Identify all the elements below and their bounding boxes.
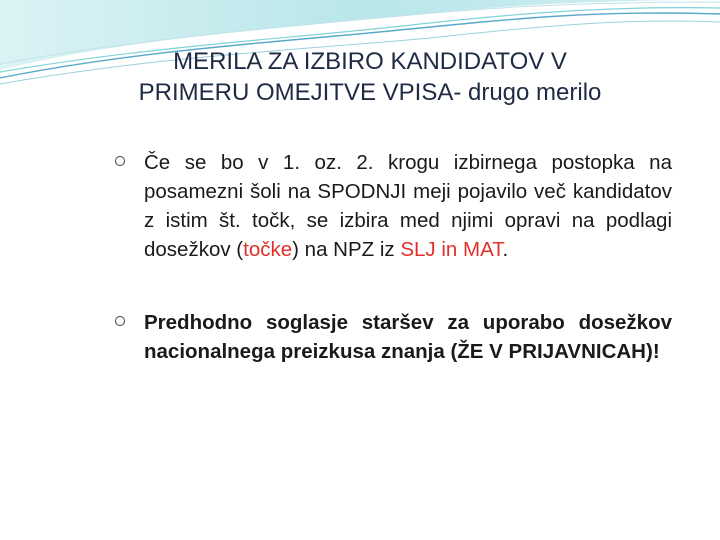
title-line-2: PRIMERU OMEJITVE VPISA- drugo merilo — [138, 79, 602, 106]
bullet-item-2 — [112, 308, 672, 366]
circle-bullet-icon — [115, 156, 125, 166]
bullet-list — [112, 148, 672, 366]
bullet-1-text-b: ) na NPZ iz — [292, 238, 401, 261]
circle-bullet-icon — [115, 316, 125, 326]
bullet-1-highlight-subjects: SLJ in MAT — [400, 238, 503, 261]
bullet-item-1 — [112, 148, 672, 264]
bullet-1-highlight-points: točke — [243, 238, 293, 261]
bullet-2-text: Predhodno soglasje staršev za uporabo dosežkov nacionalnega preizkusa znanja (ŽE V PRIJAVNICAH)! — [144, 311, 672, 363]
slide-title — [60, 46, 680, 108]
bullet-1-text-c: . — [502, 238, 509, 261]
bullet-1-text-a: Če se bo v 1. oz. 2. krogu izbirnega postopka na posamezni šoli na SPODNJI meji pojavilo več kandidatov z istim št. točk, se izbira med njimi opravi na podlagi dosežkov ( — [144, 151, 672, 261]
title-line-1: MERILA ZA IZBIRO KANDIDATOV V — [173, 48, 567, 75]
